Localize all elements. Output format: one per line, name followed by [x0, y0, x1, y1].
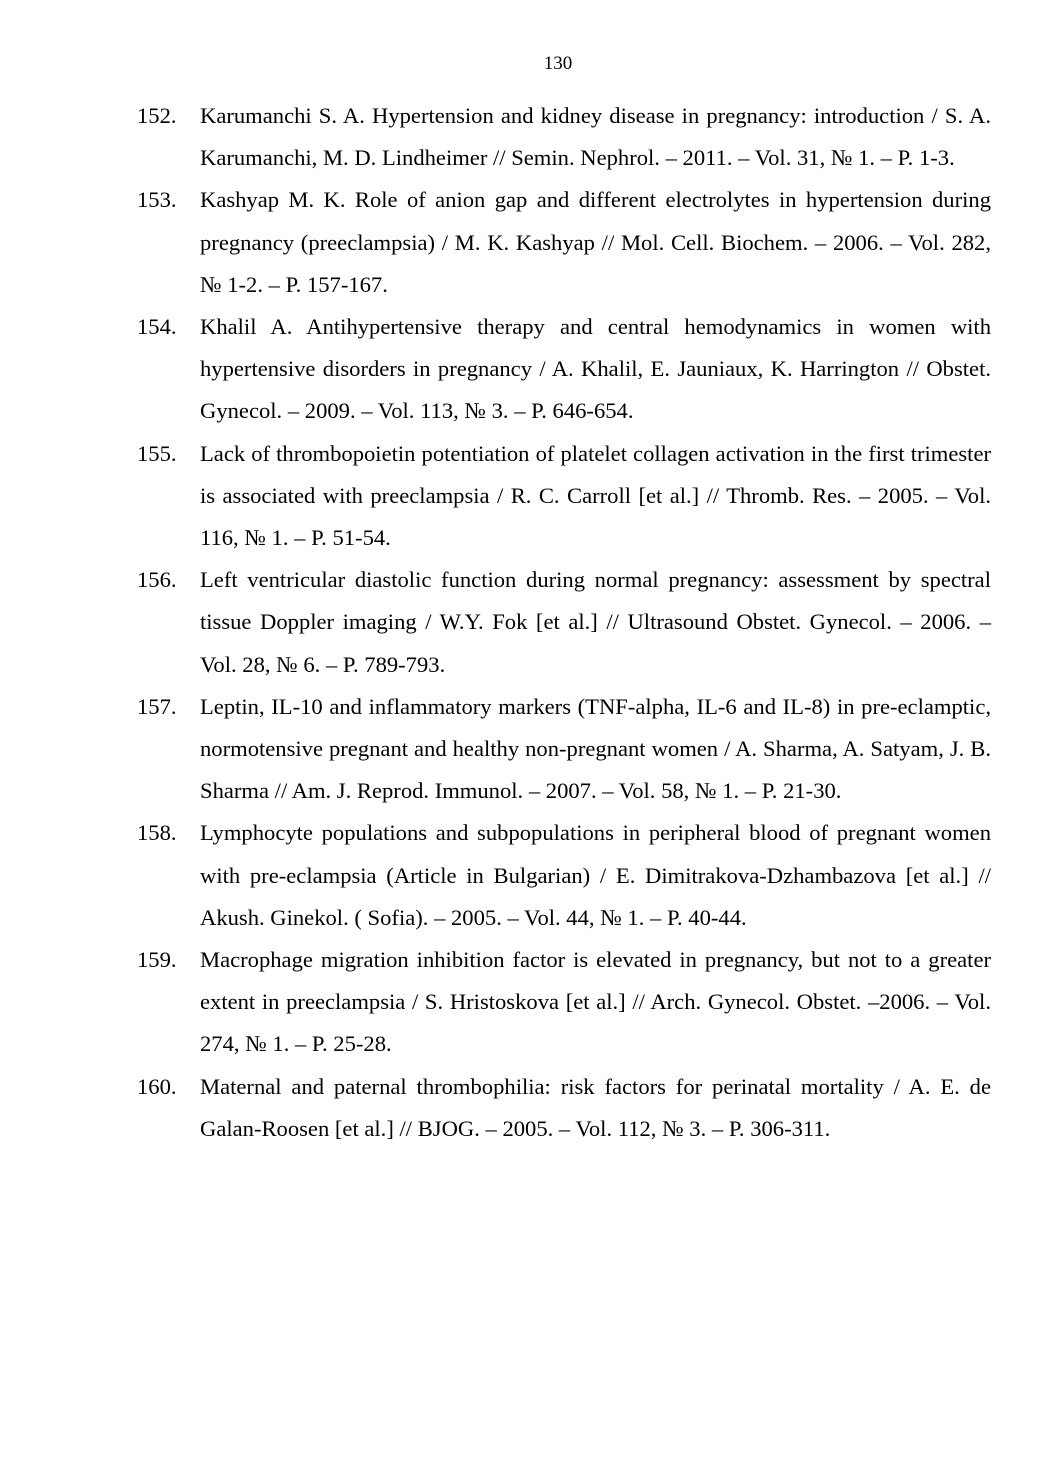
reference-number: 153.: [137, 187, 177, 213]
reference-number: 158.: [137, 820, 177, 846]
reference-number: 156.: [137, 567, 177, 593]
reference-text: Lymphocyte populations and subpopulations in peripheral blood of pregnant women with pre-eclampsia (Article in Bulgarian) / E. Dimitrakova-Dzhambazova [et al.] // Akush. Ginekol. ( Sofia). – 2005. – Vol. 44, № 1. – P. 40-44.: [200, 820, 991, 930]
reference-item: [0, 179, 991, 306]
reference-item: [0, 686, 991, 813]
reference-number: 157.: [137, 693, 177, 719]
reference-item: [0, 1066, 991, 1150]
reference-text: Kashyap M. K. Role of anion gap and different electrolytes in hypertension during pregnancy (preeclampsia) / M. K. Kashyap // Mol. Cell. Biochem. – 2006. – Vol. 282, № 1-2. – P. 157-167.: [200, 187, 991, 297]
reference-text: Left ventricular diastolic function during normal pregnancy: assessment by spectral tissue Doppler imaging / W.Y. Fok [et al.] // Ultrasound Obstet. Gynecol. – 2006. – Vol. 28, № 6. – P. 789-793.: [200, 567, 991, 677]
reference-text: Maternal and paternal thrombophilia: risk factors for perinatal mortality / A. E. de Galan-Roosen [et al.] // BJOG. – 2005. – Vol. 112, № 3. – P. 306-311.: [200, 1073, 991, 1141]
reference-item: [0, 306, 991, 433]
reference-item: [0, 939, 991, 1066]
reference-text: Leptin, IL-10 and inflammatory markers (TNF-alpha, IL-6 and IL-8) in pre-eclamptic, normotensive pregnant and healthy non-pregnant women / A. Sharma, A. Satyam, J. B. Sharma // Am. J. Reprod. Immunol. – 2007. – Vol. 58, № 1. – P. 21-30.: [200, 693, 991, 804]
reference-number: 154.: [137, 314, 177, 340]
reference-list: [0, 95, 1040, 1150]
reference-number: 159.: [137, 947, 177, 973]
reference-text: Khalil A. Antihypertensive therapy and central hemodynamics in women with hypertensive disorders in pregnancy / A. Khalil, E. Jauniaux, K. Harrington // Obstet. Gynecol. – 2009. – Vol. 113, № 3. – P. 646-654.: [200, 314, 991, 424]
page-number: 130: [543, 53, 573, 74]
reference-item: [0, 559, 991, 686]
reference-number: 155.: [137, 440, 177, 466]
reference-number: 160.: [137, 1073, 177, 1099]
reference-number: 152.: [137, 103, 177, 128]
reference-item: [0, 95, 991, 179]
reference-item: [0, 433, 991, 560]
reference-text: Karumanchi S. A. Hypertension and kidney disease in pregnancy: introduction / S. A. Karumanchi, M. D. Lindheimer // Semin. Nephrol. – 2011. – Vol. 31, № 1. – P. 1-3.: [200, 103, 991, 171]
reference-item: [0, 812, 991, 939]
reference-text: Macrophage migration inhibition factor is elevated in pregnancy, but not to a greater extent in preeclampsia / S. Hristoskova [et al.] // Arch. Gynecol. Obstet. –2006. – Vol. 274, № 1. – P. 25-28.: [200, 947, 991, 1057]
reference-text: Lack of thrombopoietin potentiation of platelet collagen activation in the first trimester is associated with preeclampsia / R. C. Carroll [et al.] // Thromb. Res. – 2005. – Vol. 116, № 1. – P. 51-54.: [200, 440, 991, 551]
